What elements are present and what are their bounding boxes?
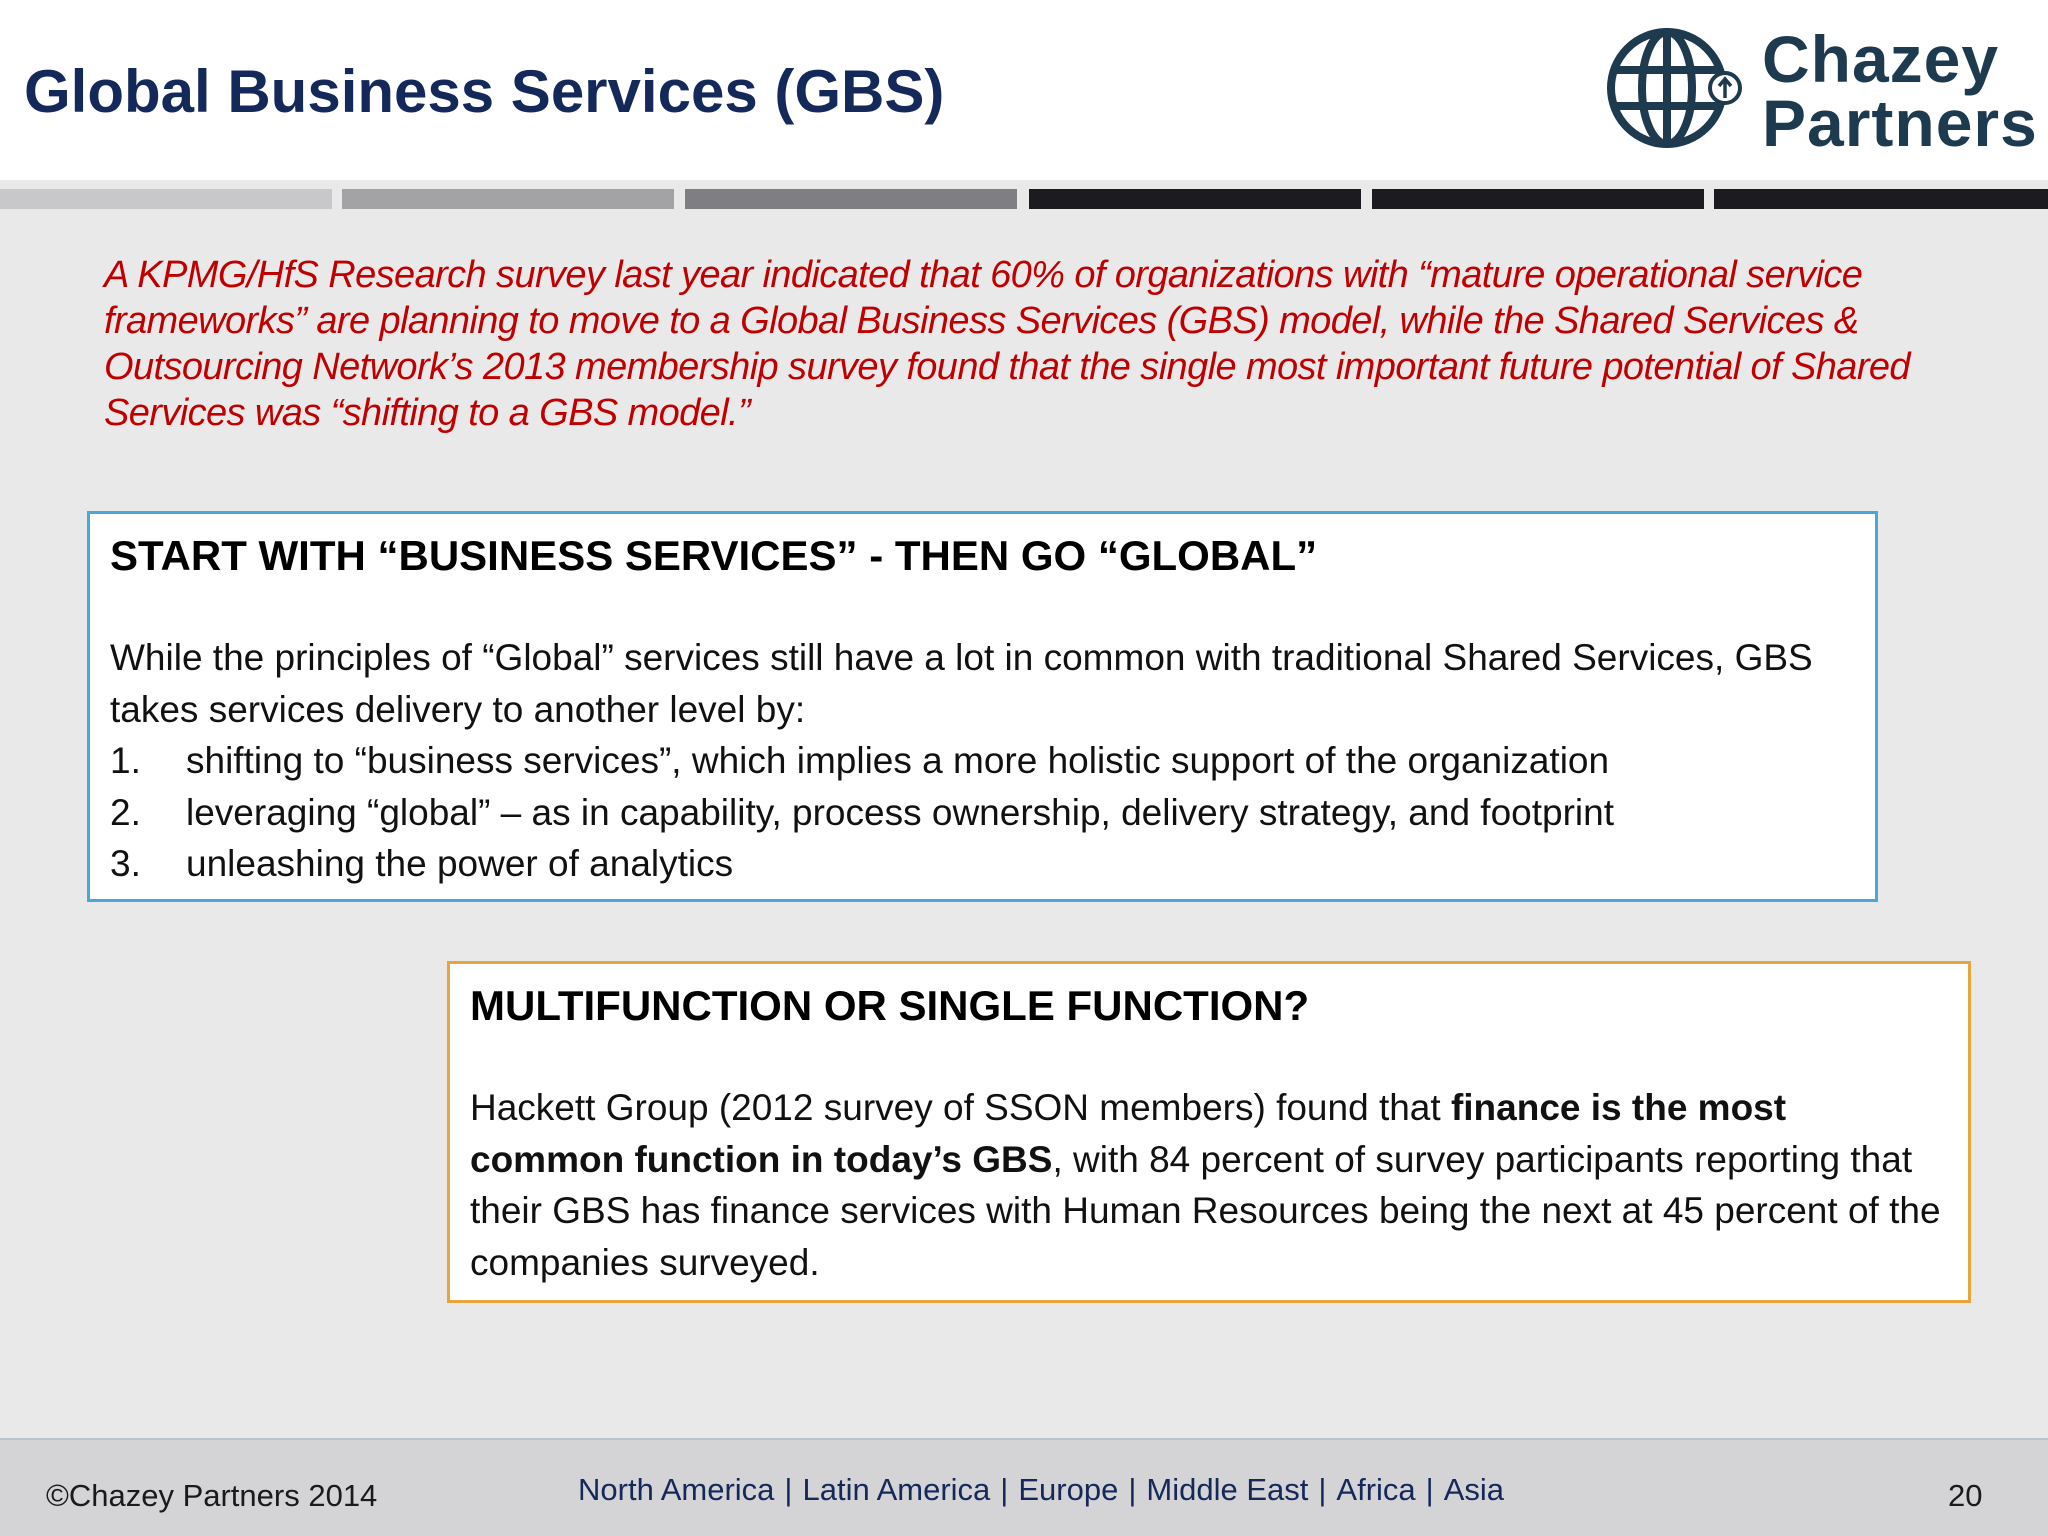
list-item-text: leveraging “global” – as in capability, process ownership, delivery strategy, and footprint — [186, 791, 1614, 833]
box2-text-start: Hackett Group (2012 survey of SSON members) found that — [470, 1087, 1451, 1128]
stripe-4 — [1029, 189, 1361, 209]
stripe-3 — [685, 189, 1017, 209]
slide-title: Global Business Services (GBS) — [24, 58, 945, 125]
region-europe: Europe — [1018, 1472, 1119, 1507]
slide-header — [0, 0, 2048, 180]
stripe-5 — [1372, 189, 1704, 209]
box2-text-bold: finance is the most common function in today’s GBS — [470, 1087, 1787, 1180]
globe-icon — [1605, 22, 1745, 152]
page-number: 20 — [1948, 1478, 1983, 1513]
slide-footer — [0, 1438, 2048, 1536]
box2-heading: MULTIFUNCTION OR SINGLE FUNCTION? — [470, 982, 1310, 1029]
region-separator: | — [784, 1472, 793, 1507]
region-separator: | — [1425, 1472, 1434, 1507]
region-middle-east: Middle East — [1146, 1472, 1309, 1507]
intro-quote: A KPMG/HfS Research survey last year indicated that 60% of organizations with “mature operational service frameworks” are planning to move to a Global Business Services (GBS) model, while the Shared Services & Outsourcing Network’s 2013 membership survey found that the single most important future potential of Shared Services was “shifting to a GBS model.” — [104, 254, 1910, 434]
box2-paragraph — [470, 1082, 1948, 1288]
box1-list — [110, 735, 1855, 890]
region-separator: | — [1000, 1472, 1009, 1507]
list-item — [110, 735, 1855, 787]
logo-text-line2: Partners — [1762, 86, 2038, 160]
list-item-number: 2. — [110, 791, 141, 833]
company-logo — [1605, 18, 2038, 160]
list-item-number: 1. — [110, 740, 141, 781]
copyright-text: ©Chazey Partners 2014 — [46, 1478, 378, 1513]
box1-heading: START WITH “BUSINESS SERVICES” - THEN GO “GLOBAL” — [110, 532, 1318, 579]
region-separator: | — [1318, 1472, 1327, 1507]
business-services-box — [87, 511, 1878, 902]
region-africa: Africa — [1336, 1472, 1416, 1507]
multifunction-box — [447, 961, 1971, 1303]
logo-text-line1: Chazey — [1762, 22, 2000, 96]
box1-paragraph: While the principles of “Global” services still have a lot in common with traditional Shared Services, GBS takes services delivery to another level by: — [110, 637, 1813, 730]
list-item-text: unleashing the power of analytics — [186, 843, 734, 884]
region-asia: Asia — [1443, 1472, 1505, 1507]
list-item — [110, 838, 1855, 890]
regions-list — [578, 1472, 1504, 1508]
region-latin-america: Latin America — [802, 1472, 991, 1507]
list-item-number: 3. — [110, 843, 141, 884]
list-item — [110, 787, 1855, 839]
region-north-america: North America — [578, 1472, 775, 1507]
box2-text-end: , with 84 percent of survey participants reporting that their GBS has finance services with Human Resources being the next at 45 percent of the companies surveyed. — [470, 1138, 1941, 1283]
stripe-2 — [342, 189, 674, 209]
list-item-text: shifting to “business services”, which implies a more holistic support of the organization — [186, 740, 1610, 781]
stripe-6 — [1714, 189, 2048, 209]
header-stripe-bar — [0, 189, 2048, 209]
stripe-1 — [0, 189, 332, 209]
region-separator: | — [1128, 1472, 1137, 1507]
